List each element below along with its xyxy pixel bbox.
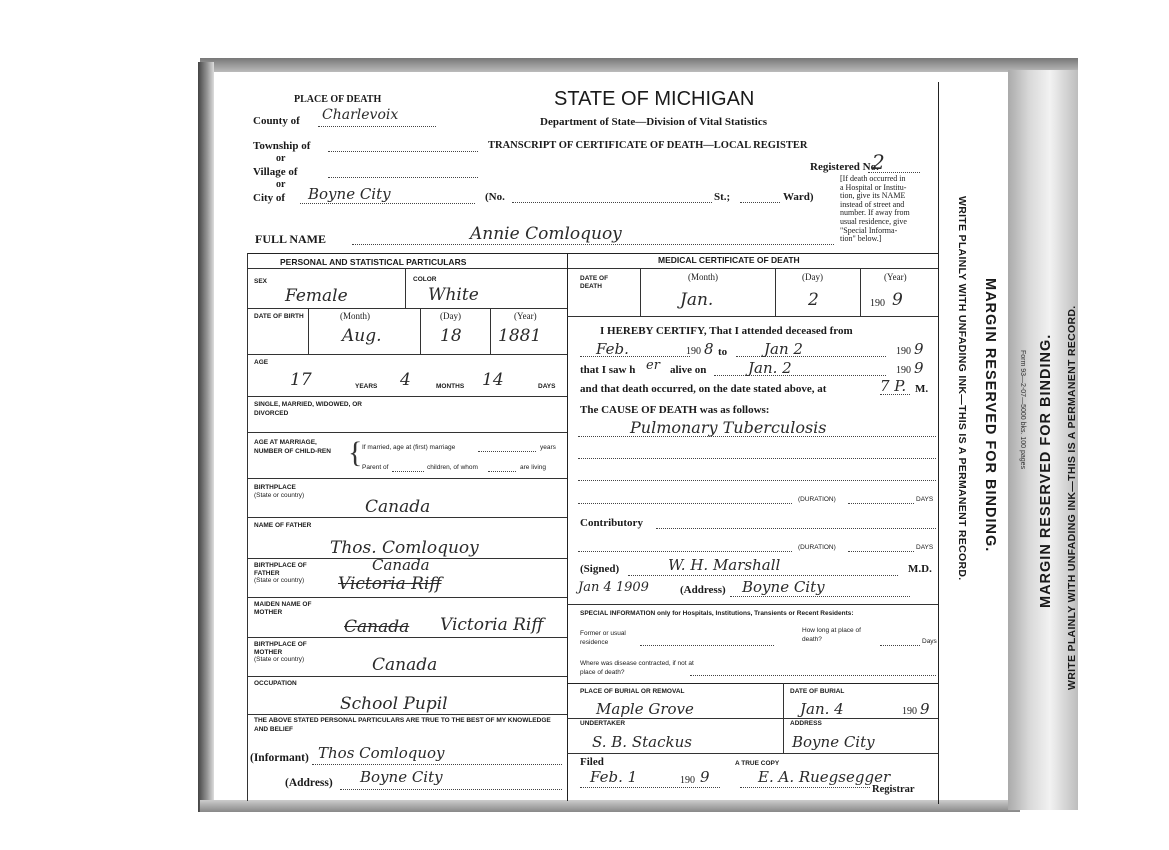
days-label: DAYS	[538, 383, 556, 390]
age-label: AGE	[254, 359, 269, 366]
occurred-text: and that death occurred, on the date stated above, at	[580, 383, 827, 395]
ward-label: Ward)	[783, 191, 814, 203]
row-rule	[247, 676, 567, 677]
hospital-note-line: [If death occurred in	[840, 174, 906, 183]
dod-year-label: (Year)	[884, 272, 907, 282]
filed-line	[580, 787, 720, 788]
form-border-right	[938, 82, 939, 804]
registered-label: Registered No.	[810, 161, 879, 173]
row-rule	[567, 604, 938, 605]
margin-write-right-text: WRITE PLAINLY WITH UNFADING INK—THIS IS A PERMANENT RECORD.	[1066, 305, 1078, 690]
bp-father-struck: Victoria Riff	[338, 574, 442, 594]
registered-line	[868, 172, 920, 173]
marriage-years-line	[478, 451, 536, 452]
informant-address-line	[340, 789, 562, 790]
county-label: County of	[253, 115, 300, 127]
burial-value: Maple Grove	[596, 700, 694, 718]
dob-month: Aug.	[342, 326, 382, 346]
margin-reserved-left	[982, 278, 998, 552]
cause-days-label: DAYS	[916, 496, 934, 503]
are-living-label: are living	[520, 464, 547, 471]
dod-day: 2	[808, 290, 819, 310]
contracted-label-text: Where was disease contracted, if not at place of death?	[580, 660, 694, 676]
margin-reserved-left-text: MARGIN RESERVED FOR BINDING.	[982, 278, 998, 553]
dob-year-label: (Year)	[514, 311, 537, 321]
address2-value: Boyne City	[792, 733, 875, 751]
bp-father-label	[254, 562, 334, 585]
hospital-note-line: tion" below.]	[840, 234, 882, 244]
dod-month: Jan.	[680, 290, 714, 310]
md-label: M.D.	[908, 563, 932, 575]
or-text-1: or	[276, 153, 286, 164]
marital-label	[254, 400, 384, 418]
hospital-note-line: "Special Informa-	[840, 225, 898, 235]
father-label	[254, 521, 314, 530]
signed-line	[628, 575, 898, 576]
row-rule	[247, 714, 567, 715]
to-date: Jan 2	[764, 340, 803, 358]
street-label: St.;	[714, 191, 731, 203]
margin-write-left	[956, 196, 968, 580]
filed-value: Feb. 1	[590, 768, 638, 786]
former-label-text: Former or usual residence	[580, 630, 626, 646]
dod-month-label: (Month)	[688, 272, 718, 282]
street-no-label: (No.	[485, 191, 505, 203]
signed-value: W. H. Marshall	[668, 556, 781, 574]
hospital-note-line: tion, give its NAME	[840, 191, 906, 201]
row-rule	[247, 432, 567, 433]
age-months: 4	[400, 370, 411, 390]
section-top-rule	[247, 253, 938, 254]
margin-write-left-text: WRITE PLAINLY WITH UNFADING INK—THIS IS A PERMANENT RECORD.	[956, 196, 968, 581]
undertaker-value: S. B. Stackus	[592, 733, 692, 751]
dod-label	[580, 275, 630, 291]
hospital-note-line: a Hospital or Institu-	[840, 182, 907, 192]
personal-heading: PERSONAL AND STATISTICAL PARTICULARS	[280, 257, 467, 267]
father-value: Thos. Comloquoy	[330, 538, 479, 558]
alive-year-digit: 9	[914, 359, 924, 377]
township-line	[328, 151, 478, 152]
sex-value: Female	[285, 286, 348, 306]
to-label: to	[718, 346, 728, 358]
contributory-line	[656, 528, 936, 529]
margin-form-note-text: Form 93—2-07—5000 bks. 100 pages	[1019, 350, 1026, 470]
hospital-note-line: usual residence, give	[840, 216, 907, 226]
sign-address-label: (Address)	[680, 584, 726, 596]
or-text-2: or	[276, 179, 286, 190]
row-rule	[567, 316, 938, 317]
marriage-bracket: {	[348, 436, 363, 469]
age-days: 14	[482, 370, 504, 390]
row-rule	[247, 517, 567, 518]
attest-text	[254, 717, 559, 734]
scan-shadow-bottom	[200, 800, 1020, 812]
informant-line	[312, 764, 562, 765]
ward-line	[740, 202, 780, 203]
color-label: COLOR	[413, 276, 437, 283]
cause-days-line	[848, 503, 914, 504]
contrib-duration-line	[578, 551, 792, 552]
hospital-note-line: number. If away from	[840, 208, 910, 218]
to-year-digit: 9	[914, 340, 924, 358]
dob-month-label: (Month)	[340, 311, 370, 321]
informant-value: Thos Comloquoy	[318, 744, 445, 762]
filed-year-digit: 9	[700, 768, 710, 786]
age-marriage-label	[254, 438, 346, 456]
cause-duration-line	[578, 503, 792, 504]
contrib-duration-label: (DURATION)	[798, 544, 836, 551]
birthplace-label: BIRTHPLACE	[254, 484, 296, 491]
years-word: years	[540, 444, 556, 451]
how-long-label	[802, 626, 880, 644]
alive-date: Jan. 2	[748, 359, 792, 377]
hospital-note	[840, 175, 910, 244]
attest-text-value: THE ABOVE STATED PERSONAL PARTICULARS ARE TRUE TO THE BEST OF MY KNOWLEDGE AND BELIEF	[254, 717, 551, 733]
row-rule	[247, 597, 567, 598]
row-rule	[567, 718, 938, 719]
address2-label: ADDRESS	[790, 720, 822, 727]
row-rule	[567, 753, 938, 754]
contributory-label: Contributory	[580, 517, 643, 529]
alive-label: alive on	[670, 364, 707, 376]
how-long-line	[880, 645, 920, 646]
place-of-death-label: PLACE OF DEATH	[294, 94, 382, 105]
parent-line	[392, 471, 424, 472]
full-name-value: Annie Comloquoy	[470, 224, 622, 244]
saw-hw: er	[646, 358, 660, 373]
margin-reserved-right	[1038, 334, 1054, 608]
medical-heading: MEDICAL CERTIFICATE OF DEATH	[658, 255, 800, 265]
years-label: YEARS	[355, 383, 378, 390]
full-name-line	[352, 244, 834, 245]
dod-divider	[640, 268, 641, 316]
bp-mother-value: Canada	[372, 655, 438, 675]
dod-year-prefix: 190	[870, 298, 885, 309]
contracted-line	[690, 675, 936, 676]
left-border	[247, 253, 248, 801]
age-marriage-label-text: AGE AT MARRIAGE, NUMBER OF CHILD-REN	[254, 439, 331, 455]
occupation-label: OCCUPATION	[254, 680, 297, 687]
township-label: Township of	[253, 140, 311, 152]
bp-mother-sub: (State or country)	[254, 656, 305, 663]
contrib-days-label: DAYS	[916, 544, 934, 551]
row-rule	[247, 308, 567, 309]
row-rule	[567, 683, 938, 684]
contracted-label	[580, 659, 700, 677]
age-years: 17	[290, 370, 312, 390]
registered-number: 2	[872, 150, 885, 174]
city-value: Boyne City	[308, 185, 391, 203]
city-label: City of	[253, 192, 286, 204]
dob-divider-2	[420, 308, 421, 354]
parent-of-label: Parent of	[362, 464, 389, 471]
to-line	[736, 356, 886, 357]
margin-form-note	[1019, 350, 1026, 469]
children-label: children, of whom	[427, 464, 478, 471]
former-line	[640, 645, 774, 646]
from-year-prefix: 190	[686, 346, 701, 357]
filed-year-prefix: 190	[680, 775, 695, 786]
village-line	[328, 177, 478, 178]
certify-text: I HEREBY CERTIFY, That I attended deceased from	[600, 325, 853, 337]
if-married-label: If married, age at (first) marriage	[362, 444, 456, 451]
registrar-name: E. A. Ruegsegger	[758, 768, 891, 786]
from-year-digit: 8	[704, 340, 714, 358]
dob-label-text: DATE OF BIRTH	[254, 313, 304, 320]
sign-address-line	[730, 596, 910, 597]
informant-address-label: (Address)	[285, 777, 333, 789]
signed-label: (Signed)	[580, 563, 620, 575]
contrib-days-line	[848, 551, 914, 552]
true-copy-label: A TRUE COPY	[735, 760, 780, 767]
burial-year-prefix: 190	[902, 706, 917, 717]
dob-year: 1881	[498, 326, 542, 346]
cause-label: The CAUSE OF DEATH was as follows:	[580, 404, 770, 416]
father-label-text: NAME OF FATHER	[254, 522, 312, 529]
to-year-prefix: 190	[896, 346, 911, 357]
color-value: White	[428, 285, 479, 305]
burial-date: Jan. 4	[800, 700, 844, 718]
marital-label-text: SINGLE, MARRIED, WIDOWED, OR DIVORCED	[254, 401, 362, 417]
bp-mother-label	[254, 641, 334, 664]
burial-label: PLACE OF BURIAL OR REMOVAL	[580, 688, 685, 695]
birthplace-value: Canada	[365, 497, 431, 517]
sex-color-divider	[405, 268, 406, 308]
filed-label: Filed	[580, 756, 604, 768]
date-burial-label: DATE OF BURIAL	[790, 688, 845, 695]
mother-struck: Canada	[344, 617, 410, 637]
city-line	[300, 203, 475, 204]
bp-father-sub: (State or country)	[254, 577, 305, 584]
cause-line-2	[578, 458, 936, 459]
bp-father-label-text: BIRTHPLACE OF FATHER	[254, 562, 307, 577]
sex-label: SEX	[254, 278, 268, 285]
dob-label	[254, 313, 304, 321]
burial-year-digit: 9	[920, 700, 930, 718]
dob-divider	[308, 308, 309, 354]
margin-write-right	[1066, 306, 1078, 690]
occupation-value: School Pupil	[340, 694, 448, 714]
dod-year-digit: 9	[892, 290, 903, 310]
registrar-label: Registrar	[872, 784, 915, 795]
birthplace-sub: (State or country)	[254, 492, 305, 499]
months-label: MONTHS	[436, 383, 465, 390]
transcript-title: TRANSCRIPT OF CERTIFICATE OF DEATH—LOCAL REGISTER	[488, 140, 808, 151]
section-heading-rule	[247, 268, 938, 269]
mother-label	[254, 601, 324, 617]
informant-label: (Informant)	[250, 752, 309, 764]
bp-father-value: Canada	[372, 556, 430, 574]
scan-shadow-top	[200, 58, 1078, 72]
dod-label-text: DATE OF DEATH	[580, 275, 609, 290]
alive-year-prefix: 190	[896, 365, 911, 376]
cause-line-3	[578, 480, 936, 481]
county-value: Charlevoix	[322, 107, 399, 123]
department-label: Department of State—Division of Vital Statistics	[540, 116, 768, 128]
scan-shadow-left	[198, 62, 214, 812]
undertaker-label: UNDERTAKER	[580, 720, 626, 727]
street-line	[512, 202, 712, 203]
row-rule	[247, 396, 567, 397]
informant-address-value: Boyne City	[360, 768, 443, 786]
sign-address-value: Boyne City	[742, 578, 825, 596]
dob-day: 18	[440, 326, 462, 346]
dod-day-label: (Day)	[802, 272, 823, 282]
row-rule	[247, 478, 567, 479]
living-line	[488, 471, 516, 472]
dod-divider-2	[775, 268, 776, 316]
full-name-label: FULL NAME	[255, 232, 327, 246]
cause-duration-label: (DURATION)	[798, 496, 836, 503]
mother-value: Victoria Riff	[440, 615, 544, 635]
former-label	[580, 629, 640, 647]
from-date: Feb.	[596, 340, 629, 358]
how-long-label-text: How long at place of death?	[802, 627, 861, 643]
dob-day-label: (Day)	[440, 311, 461, 321]
row-rule	[247, 637, 567, 638]
special-info-label: SPECIAL INFORMATION only for Hospitals, Institutions, Transients or Recent Residents:	[580, 610, 854, 617]
time-value: 7 P.	[880, 377, 907, 395]
state-title: STATE OF MICHIGAN	[554, 88, 755, 110]
alive-line	[714, 375, 886, 376]
dod-divider-3	[860, 268, 861, 316]
cause-line-1	[578, 436, 936, 437]
saw-label: that I saw h	[580, 364, 636, 376]
cause-value: Pulmonary Tuberculosis	[630, 418, 827, 437]
bp-mother-label-text: BIRTHPLACE OF MOTHER	[254, 641, 307, 656]
mother-label-text: MAIDEN NAME OF MOTHER	[254, 601, 312, 616]
days-word: Days	[922, 638, 937, 645]
margin-reserved-right-text: MARGIN RESERVED FOR BINDING.	[1038, 333, 1054, 608]
sign-date: Jan 4 1909	[578, 580, 649, 595]
m-label: M.	[915, 383, 929, 395]
registrar-line	[740, 787, 870, 788]
village-label: Village of	[253, 166, 298, 178]
hospital-note-line: instead of street and	[840, 199, 905, 209]
dob-divider-3	[490, 308, 491, 354]
row-rule	[247, 354, 567, 355]
county-line	[318, 126, 436, 127]
